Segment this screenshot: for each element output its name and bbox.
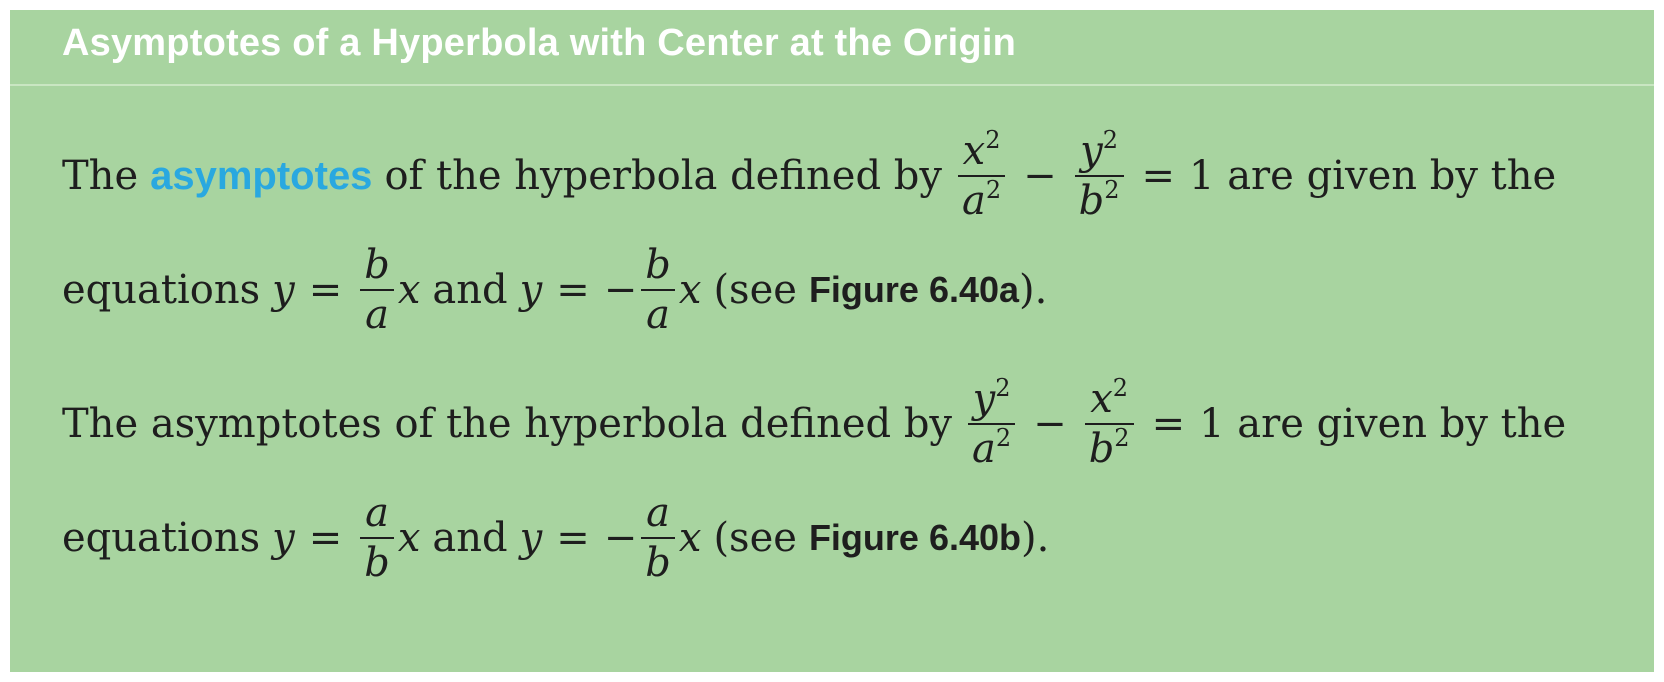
equals-sign: = — [1151, 401, 1186, 447]
text: equations — [62, 515, 261, 561]
fraction-y2-over-a2: $\frac{y^2}{a^2}$ — [968, 379, 1015, 469]
fraction-a-over-b: $\frac{a}{b}$ — [360, 493, 394, 583]
fraction-x2-over-b2: $\frac{x^2}{b^2}$ — [1085, 379, 1134, 469]
fraction-a-over-b: $\frac{a}{b}$ — [641, 493, 675, 583]
figure-ref-6-40a[interactable]: Figure 6.40a — [808, 269, 1020, 310]
fraction-b-over-a: $\frac{b}{a}$ — [641, 245, 675, 335]
text: 1 are given by the — [1199, 401, 1567, 447]
fraction-b-over-a: $\frac{b}{a}$ — [360, 245, 394, 335]
equals-sign: = — [1141, 153, 1176, 199]
para1-line1 — [62, 126, 1557, 224]
minus-sign: − — [1033, 401, 1067, 447]
text: equations — [62, 267, 261, 313]
minus-sign: − — [1023, 153, 1057, 199]
text: 1 are given by the — [1189, 153, 1557, 199]
figure-ref-6-40b[interactable]: Figure 6.40b — [808, 517, 1021, 558]
fraction-x2-over-a2: $\frac{x^2}{a^2}$ — [958, 131, 1005, 221]
keyword-asymptotes[interactable]: asymptotes — [150, 153, 373, 198]
definition-box — [10, 10, 1654, 672]
title-divider — [10, 84, 1654, 86]
text: The — [62, 153, 139, 199]
para2-line2: equations y = $\frac{a}{b}$ x and y = − $\frac{a}{b}$ x (see Figure 6.40b ). — [62, 490, 1050, 586]
fraction-y2-over-b2: $\frac{y^2}{b^2}$ — [1075, 131, 1124, 221]
text: of the hyperbola defined by — [384, 153, 942, 199]
box-title: Asymptotes of a Hyperbola with Center at the Origin — [62, 22, 1017, 64]
para1-line2: equations y = $\frac{b}{a}$ x and y = − $\frac{b}{a}$ x (see Figure 6.40a ). — [62, 242, 1048, 338]
text: The asymptotes of the hyperbola defined by — [62, 401, 953, 447]
para2-line1 — [62, 374, 1567, 472]
